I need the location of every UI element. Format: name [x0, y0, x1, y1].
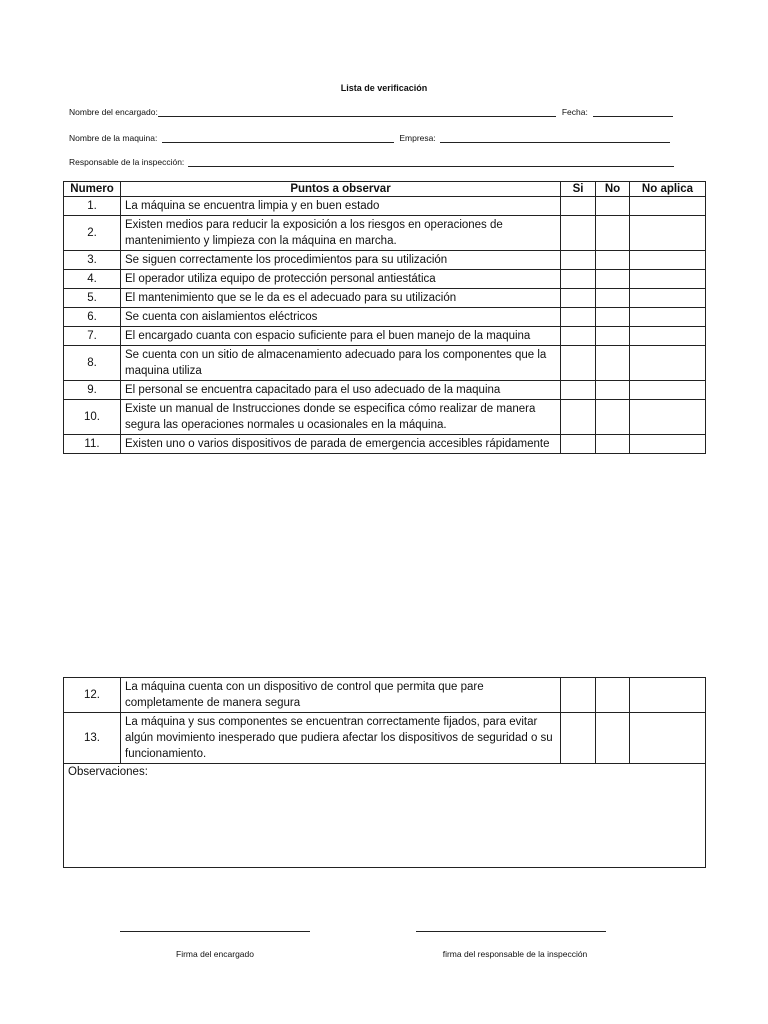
table-header-row: [64, 182, 706, 197]
row-point-text: El operador utiliza equipo de protección personal antiestática: [121, 270, 561, 289]
no-aplica-checkbox-cell[interactable]: [630, 216, 706, 251]
row-number: 1.: [64, 197, 121, 216]
no-checkbox-cell[interactable]: [596, 678, 630, 713]
checklist-table-continued: [63, 677, 706, 868]
maquina-input-line[interactable]: [162, 133, 394, 143]
row-number: 10.: [64, 400, 121, 435]
encargado-label: Nombre del encargado:: [69, 107, 158, 117]
table-row: [64, 400, 706, 435]
no-aplica-checkbox-cell[interactable]: [630, 251, 706, 270]
signature-label-responsable: firma del responsable de la inspección: [442, 949, 588, 959]
row-number: 8.: [64, 346, 121, 381]
no-checkbox-cell[interactable]: [596, 435, 630, 454]
table-row: [64, 289, 706, 308]
observaciones-label: Observaciones:: [68, 766, 148, 778]
row-point-text: El personal se encuentra capacitado para el uso adecuado de la maquina: [121, 381, 561, 400]
si-checkbox-cell[interactable]: [561, 435, 596, 454]
si-checkbox-cell[interactable]: [561, 678, 596, 713]
row-number: 9.: [64, 381, 121, 400]
row-number: 12.: [64, 678, 121, 713]
no-checkbox-cell[interactable]: [596, 289, 630, 308]
no-aplica-checkbox-cell[interactable]: [630, 308, 706, 327]
responsable-label: Responsable de la inspección:: [69, 157, 185, 167]
row-point-text: Existen uno o varios dispositivos de parada de emergencia accesibles rápidamente: [121, 435, 561, 454]
row-number: 11.: [64, 435, 121, 454]
table-row: [64, 346, 706, 381]
no-aplica-checkbox-cell[interactable]: [630, 381, 706, 400]
no-checkbox-cell[interactable]: [596, 251, 630, 270]
si-checkbox-cell[interactable]: [561, 197, 596, 216]
si-checkbox-cell[interactable]: [561, 346, 596, 381]
row-number: 7.: [64, 327, 121, 346]
si-checkbox-cell[interactable]: [561, 308, 596, 327]
row-number: 13.: [64, 713, 121, 764]
table-row: [64, 197, 706, 216]
no-checkbox-cell[interactable]: [596, 270, 630, 289]
row-point-text: La máquina y sus componentes se encuentran correctamente fijados, para evitar algún movimiento inesperado que pudiera afectar los dispositivos de seguridad o su funcionamiento.: [121, 713, 561, 764]
encargado-input-line[interactable]: [158, 107, 556, 117]
si-checkbox-cell[interactable]: [561, 270, 596, 289]
si-checkbox-cell[interactable]: [561, 400, 596, 435]
no-aplica-checkbox-cell[interactable]: [630, 435, 706, 454]
si-checkbox-cell[interactable]: [561, 216, 596, 251]
row-number: 2.: [64, 216, 121, 251]
no-aplica-checkbox-cell[interactable]: [630, 270, 706, 289]
row-number: 3.: [64, 251, 121, 270]
header-puntos: Puntos a observar: [121, 182, 561, 197]
no-aplica-checkbox-cell[interactable]: [630, 400, 706, 435]
row-point-text: La máquina cuenta con un dispositivo de control que permita que pare completamente de manera segura: [121, 678, 561, 713]
responsable-field-row: [69, 157, 674, 167]
maquina-label: Nombre de la maquina:: [69, 133, 158, 143]
table-row: [64, 435, 706, 454]
no-checkbox-cell[interactable]: [596, 197, 630, 216]
row-point-text: Se cuenta con aislamientos eléctricos: [121, 308, 561, 327]
no-checkbox-cell[interactable]: [596, 400, 630, 435]
table-row: [64, 678, 706, 713]
no-checkbox-cell[interactable]: [596, 381, 630, 400]
no-aplica-checkbox-cell[interactable]: [630, 346, 706, 381]
header-no-aplica: No aplica: [630, 182, 706, 197]
row-point-text: Se siguen correctamente los procedimientos para su utilización: [121, 251, 561, 270]
row-point-text: Existen medios para reducir la exposición a los riesgos en operaciones de mantenimiento y limpieza con la máquina en marcha.: [121, 216, 561, 251]
no-checkbox-cell[interactable]: [596, 346, 630, 381]
no-aplica-checkbox-cell[interactable]: [630, 327, 706, 346]
no-checkbox-cell[interactable]: [596, 327, 630, 346]
si-checkbox-cell[interactable]: [561, 713, 596, 764]
table-row: [64, 327, 706, 346]
empresa-input-line[interactable]: [440, 133, 670, 143]
no-aplica-checkbox-cell[interactable]: [630, 678, 706, 713]
observaciones-box[interactable]: [64, 764, 706, 868]
table-row: [64, 381, 706, 400]
fecha-label: Fecha:: [561, 107, 588, 117]
si-checkbox-cell[interactable]: [561, 327, 596, 346]
header-no: No: [596, 182, 630, 197]
no-aplica-checkbox-cell[interactable]: [630, 197, 706, 216]
fecha-input-line[interactable]: [593, 107, 673, 117]
si-checkbox-cell[interactable]: [561, 381, 596, 400]
observaciones-row: [64, 764, 706, 868]
header-numero: Numero: [64, 182, 121, 197]
no-aplica-checkbox-cell[interactable]: [630, 713, 706, 764]
row-point-text: Existe un manual de Instrucciones donde se especifica cómo realizar de manera segura las operaciones normales u ocasionales en la máquina.: [121, 400, 561, 435]
no-checkbox-cell[interactable]: [596, 216, 630, 251]
si-checkbox-cell[interactable]: [561, 289, 596, 308]
row-point-text: Se cuenta con un sitio de almacenamiento adecuado para los componentes que la maquina utiliza: [121, 346, 561, 381]
encargado-field-row: [69, 107, 673, 117]
table-row: [64, 308, 706, 327]
table-row: [64, 216, 706, 251]
document-title: Lista de verificación: [340, 83, 428, 93]
row-point-text: La máquina se encuentra limpia y en buen estado: [121, 197, 561, 216]
table-row: [64, 270, 706, 289]
signature-line-responsable[interactable]: [416, 931, 606, 932]
no-checkbox-cell[interactable]: [596, 713, 630, 764]
responsable-input-line[interactable]: [188, 157, 674, 167]
empresa-label: Empresa:: [399, 133, 436, 143]
row-number: 6.: [64, 308, 121, 327]
signature-line-encargado[interactable]: [120, 931, 310, 932]
signature-label-encargado: Firma del encargado: [176, 949, 254, 959]
table-row: [64, 713, 706, 764]
row-point-text: El mantenimiento que se le da es el adecuado para su utilización: [121, 289, 561, 308]
row-number: 4.: [64, 270, 121, 289]
maquina-field-row: [69, 133, 670, 143]
table-row: [64, 251, 706, 270]
header-si: Si: [561, 182, 596, 197]
checklist-table: [63, 181, 706, 454]
si-checkbox-cell[interactable]: [561, 251, 596, 270]
row-number: 5.: [64, 289, 121, 308]
row-point-text: El encargado cuanta con espacio suficiente para el buen manejo de la maquina: [121, 327, 561, 346]
no-checkbox-cell[interactable]: [596, 308, 630, 327]
no-aplica-checkbox-cell[interactable]: [630, 289, 706, 308]
